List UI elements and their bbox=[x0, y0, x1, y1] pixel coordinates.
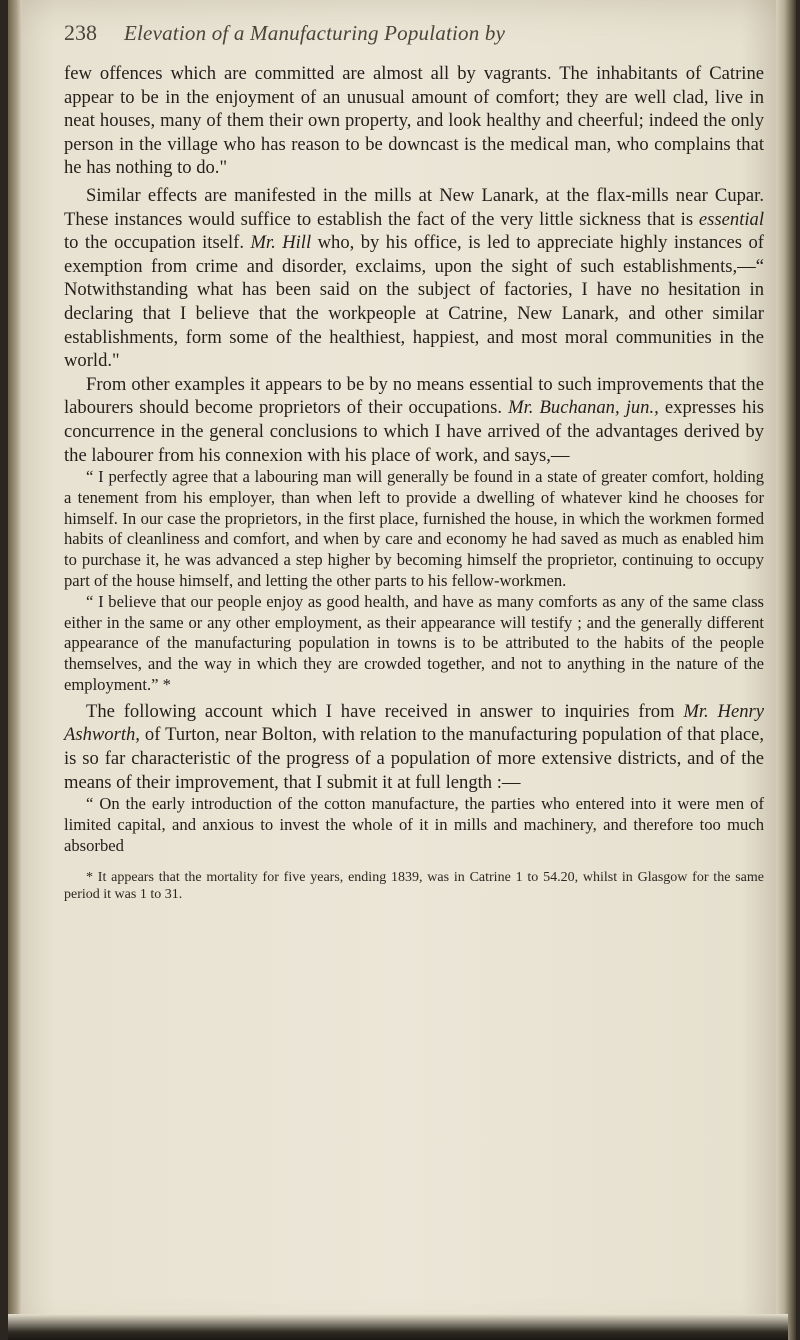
footnote: * It appears that the mortality for five years, ending 1839, was in Catrine 1 to 54.20, whilst in Glasgow for the same period it was 1 to 31. bbox=[64, 869, 764, 903]
paragraph-2-text-b: to the occupation itself. bbox=[64, 232, 251, 254]
quote-paragraph-1-text: “ I perfectly agree that a labouring man will generally be found in a state of greater comfort, holding a tenement from his employer, than when left to provide a dwelling of whatever kind he chooses for himself. In our case the proprietors, in the first place, furnished the house, in which the workmen formed habits of cleanliness and comfort, and when by care and economy he had saved as much as enabled him to purchase it, he was advanced a step higher by becoming himself the proprietor, continuing to occupy part of the house himself, and letting the other parts to his fellow-workmen. bbox=[64, 467, 764, 591]
paragraph-4-text-b: of Turton, near Bolton, with relation to the manufacturing population of that place, is so far characteristic of the progress of a population of more extensive districts, and of the means of their improvement, that I submit it at full length :— bbox=[64, 724, 764, 793]
paragraph-3-text-b: expresses his concurrence in the general conclusions to which I have arrived of the advantages derived by the labourer from his connexion with his place of work, and says,— bbox=[64, 397, 764, 466]
page-number: 238 bbox=[64, 20, 97, 45]
paragraph-3-text-a: From other examples it appears to be by no means essential to such improvements that the labourers should become proprietors of their occupations. bbox=[64, 373, 764, 419]
paragraph-4-name-mr-ashworth: Mr. Henry Ashworth, bbox=[64, 700, 764, 746]
running-head bbox=[64, 20, 764, 62]
quote-paragraph-3-text: “ On the early introduction of the cotton manufacture, the parties who entered into it were men of limited capital, and anxious to invest the whole of it in mills and machinery, and therefore too much absorbed bbox=[64, 794, 764, 855]
book-page bbox=[8, 0, 788, 1340]
quote-paragraph-1 bbox=[64, 467, 764, 592]
page-right-edge bbox=[776, 0, 796, 1340]
page-bottom-shadow bbox=[8, 1314, 788, 1340]
paragraph-2 bbox=[64, 184, 764, 373]
page-binding-shadow bbox=[8, 0, 22, 1340]
quote-paragraph-2-text: “ I believe that our people enjoy as good health, and have as many comforts as any of the same class either in the same or any other employment, as their appearance will testify ; and the generally different appearance of the manufacturing population in towns is to be attributed to the habits of the people themselves, and the way in which they are crowded together, and not to anything in the nature of the employment.” * bbox=[64, 591, 764, 695]
paragraph-2-emphasis-essential: essential bbox=[698, 208, 764, 230]
paragraph-1-text: few offences which are committed are almost all by vagrants. The inhabitants of Catrine appear to be in the enjoyment of an unusual amount of comfort; they are well clad, live in neat houses, many of them their own property, and look healthy and cheerful; indeed the only person in the village who has reason to be downcast is the medical man, who complains that he has nothing to do." bbox=[64, 63, 764, 179]
paragraph-4-text-a: The following account which I have received in answer to inquiries from bbox=[86, 700, 684, 722]
quote-paragraph-2 bbox=[64, 592, 764, 696]
page-text bbox=[64, 20, 764, 903]
paragraph-2-text-c: who, by his office, is led to appreciate highly instances of exemption from crime and disorder, exclaims, upon the sight of such establishments,—“ Notwithstanding what has been said on the subject of factories, I have no hesitation in declaring that I believe that the workpeople at Catrine, New Lanark, and other similar establishments, form some of the healthiest, happiest, and most moral communities in the world." bbox=[64, 232, 764, 372]
paragraph-3 bbox=[64, 373, 764, 467]
paragraph-2-name-mr-hill: Mr. Hill bbox=[250, 232, 312, 254]
paragraph-4 bbox=[64, 700, 764, 794]
paragraph-1 bbox=[64, 62, 764, 180]
paragraph-2-text-a: Similar effects are manifested in the mills at New Lanark, at the flax-mills near Cupar. These instances would suffice to establish the fact of the very little sickness that is bbox=[64, 184, 764, 230]
quote-paragraph-3 bbox=[64, 794, 764, 856]
running-title: Elevation of a Manufacturing Population by bbox=[124, 21, 506, 45]
paragraph-3-name-mr-buchanan: Mr. Buchanan, jun., bbox=[508, 397, 659, 419]
